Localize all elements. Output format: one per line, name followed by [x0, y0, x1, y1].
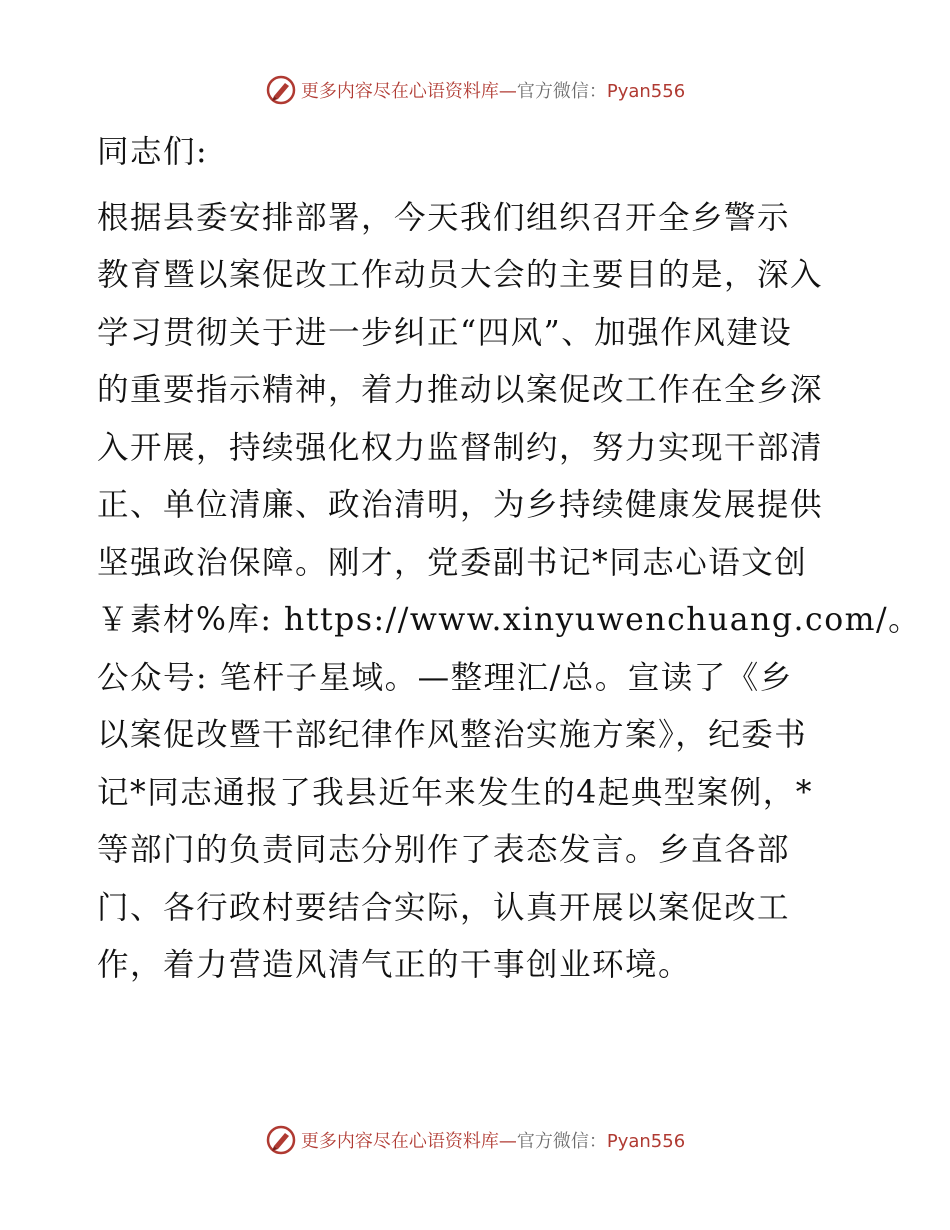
paragraph-line: 根据县委安排部署，今天我们组织召开全乡警示 — [97, 199, 791, 236]
paragraph-line: 正、单位清廉、政治清明，为乡持续健康发展提供 — [97, 487, 824, 523]
paragraph-line: 记*同志通报了我县近年来发生的4起典型案例，* — [97, 774, 814, 811]
banner-site-name: 更多内容尽在心语资料库 — [300, 81, 499, 102]
banner-wechat-id: Pyan556 — [606, 1131, 686, 1152]
banner-text — [301, 77, 685, 103]
paragraph-line: 公众号: 笔杆子星域。—整理汇/总。宣读了《乡 — [97, 659, 793, 696]
header-banner — [0, 70, 950, 110]
footer-banner — [0, 1120, 950, 1160]
banner-site-name: 更多内容尽在心语资料库 — [300, 1131, 499, 1152]
paragraph-line: 教育暨以案促改工作动员大会的主要目的是，深入 — [97, 257, 824, 293]
paragraph-line: 入开展，持续强化权力监督制约，努力实现干部清 — [97, 429, 824, 466]
banner-dash: — — [498, 1131, 517, 1152]
paragraph-line: 以案促改暨干部纪律作风整治实施方案》，纪委书 — [97, 717, 808, 753]
banner-text — [301, 1127, 685, 1153]
paragraph-line: 坚强政治保障。刚才，党委副书记*同志心语文创 — [97, 544, 808, 581]
paragraph-line: 等部门的负责同志分别作了表态发言。乡直各部 — [97, 832, 791, 868]
paragraph-line: 的重要指示精神，着力推动以案促改工作在全乡深 — [97, 372, 824, 408]
paragraph-line: 门、各行政村要结合实际，认真开展以案促改工 — [97, 889, 791, 926]
banner-dash: — — [498, 81, 517, 102]
paragraph-line: ￥素材%库: https://www.xinyuwenchuang.com/。 — [97, 602, 922, 638]
paragraph-line: 作，着力营造风清气正的干事创业环境。 — [97, 947, 692, 983]
salutation: 同志们: — [97, 134, 209, 170]
banner-wechat-label: 官方微信： — [516, 81, 607, 102]
banner-wechat-id: Pyan556 — [606, 81, 686, 102]
pen-circle-logo-icon — [265, 74, 297, 106]
document-body — [97, 124, 922, 995]
paragraph-line: 学习贯彻关于进一步纠正“四风”、加强作风建设 — [97, 314, 793, 351]
pen-circle-logo-icon — [265, 1124, 297, 1156]
banner-wechat-label: 官方微信： — [516, 1131, 607, 1152]
